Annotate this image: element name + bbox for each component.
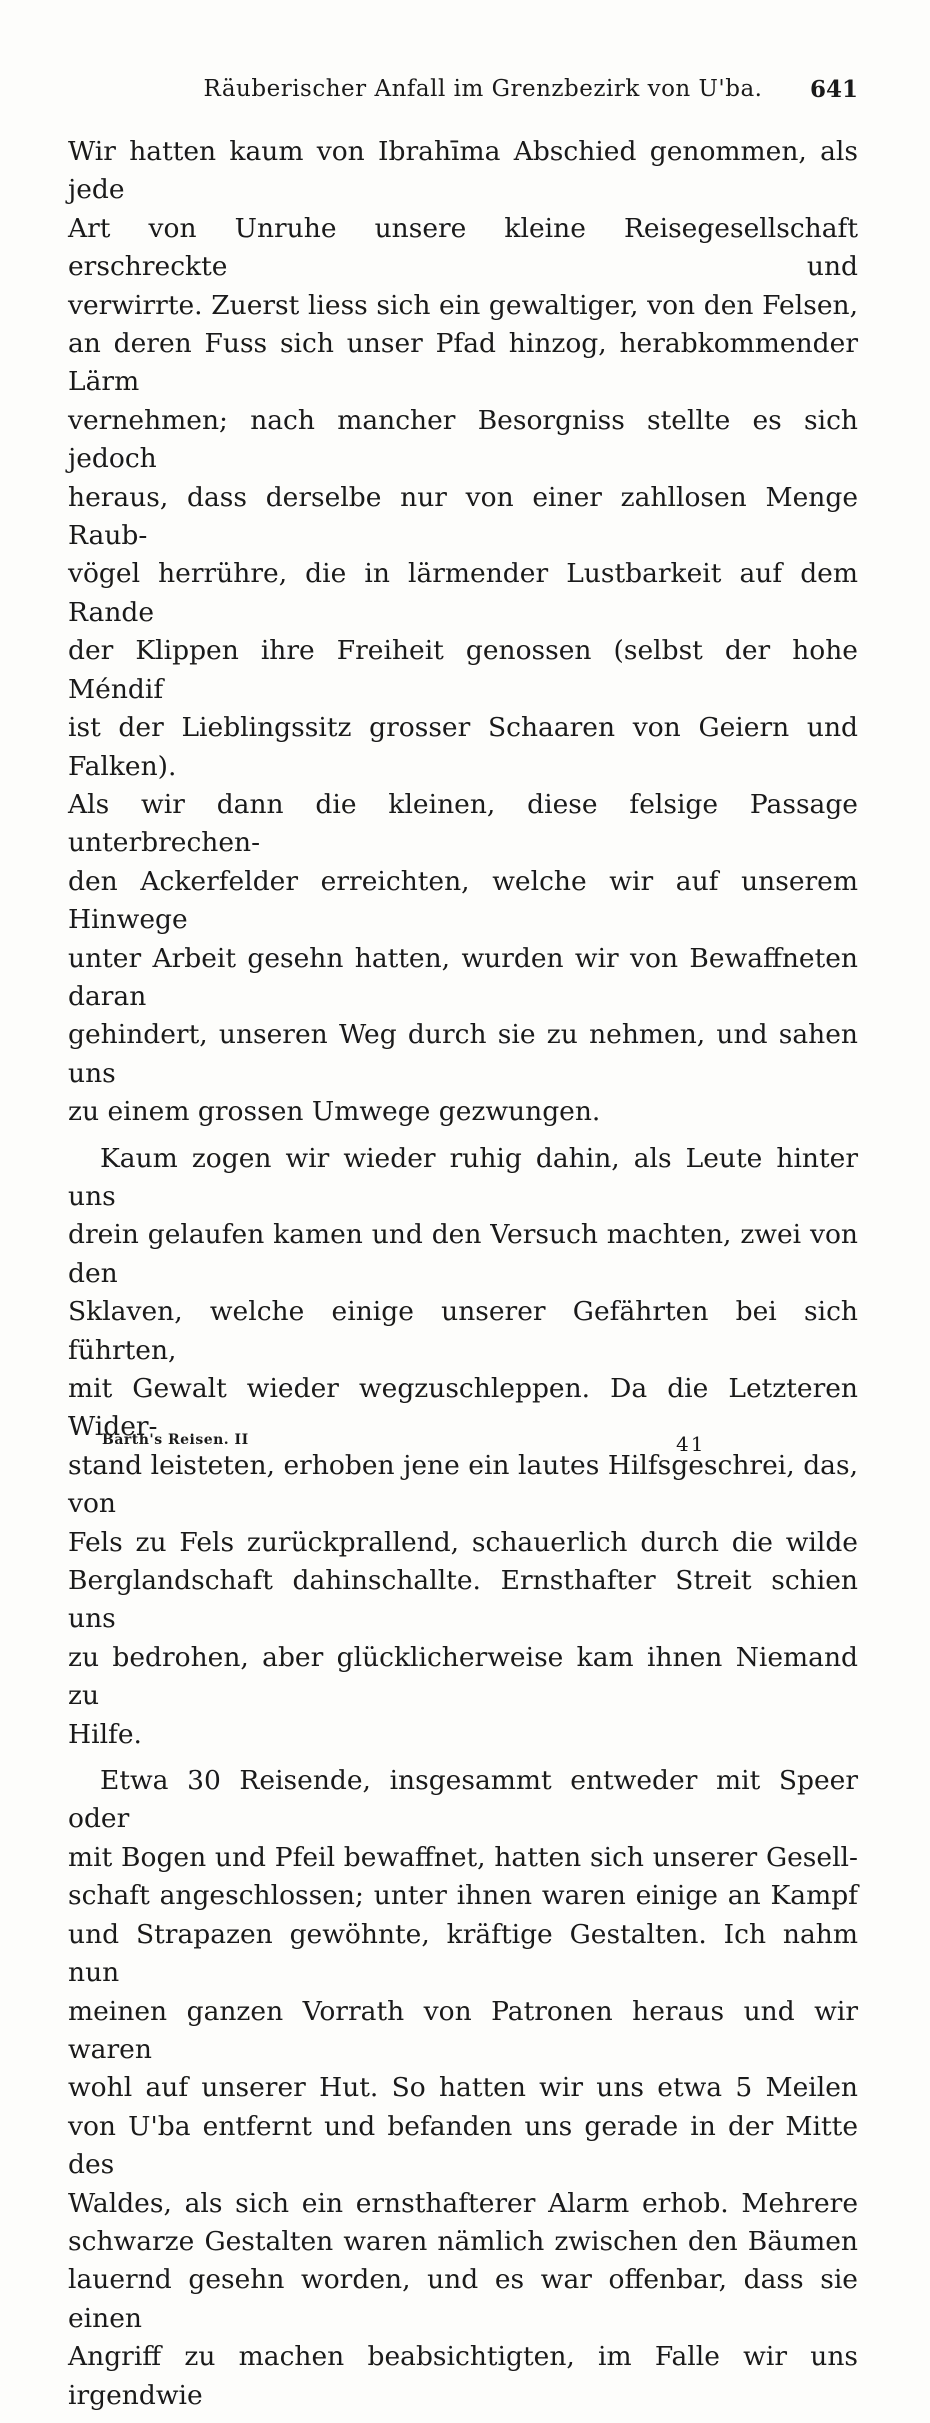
text-line: zu bedrohen, aber glücklicherweise kam ihnen Niemand zu <box>68 1641 858 1712</box>
text-line: mit Bogen und Pfeil bewaffnet, hatten sich unserer Gesell- <box>68 1841 858 1873</box>
text-line: von U'ba entfernt und befanden uns gerade in der Mitte des <box>68 2110 858 2181</box>
text-line: der Klippen ihre Freiheit genossen (selbst der hohe Méndif <box>68 635 858 705</box>
sheet-number: 41 <box>676 1432 706 1456</box>
text-line: verwirrte. Zuerst liess sich ein gewaltiger, von den Felsen, <box>68 289 858 321</box>
text-line: vögel herrühre, die in lärmender Lustbarkeit auf dem Rande <box>68 558 858 628</box>
text-line: Kaum zogen wir wieder ruhig dahin, als Leute hinter uns <box>68 1142 858 1212</box>
text-line: gehindert, unseren Weg durch sie zu nehmen, und sahen uns <box>68 1019 858 1089</box>
text-line: Angriff zu machen beabsichtigten, im Falle wir uns irgendwie <box>68 2341 858 2411</box>
text-line: unter Arbeit gesehn hatten, wurden wir von Bewaffneten daran <box>68 942 858 1012</box>
text-line: stand leisteten, erhoben jene ein lautes Hilfsgeschrei, das, von <box>68 1449 858 1520</box>
text-line: an deren Fuss sich unser Pfad hinzog, herabkommender Lärm <box>68 328 858 398</box>
text-line: vernehmen; nach mancher Besorgniss stellte es sich jedoch <box>68 404 858 475</box>
text-line: Sklaven, welche einige unserer Gefährten bei sich führten, <box>68 1296 858 1366</box>
text-line: Als wir dann die kleinen, diese felsige Passage unterbrechen- <box>68 788 858 859</box>
paragraph-3 <box>68 1762 858 2415</box>
body-text <box>68 133 858 2423</box>
text-line: ist der Lieblingssitz grosser Schaaren von Geiern und Falken). <box>68 712 858 782</box>
text-line: schaft angeschlossen; unter ihnen waren einige an Kampf <box>68 1880 858 1912</box>
text-line: Etwa 30 Reisende, insgesammt entweder mit Speer oder <box>68 1765 858 1835</box>
paragraph-1 <box>68 133 858 1132</box>
text-line: Hilfe. <box>68 1718 142 1750</box>
text-line: Fels zu Fels zurückprallend, schauerlich durch die wilde <box>68 1526 858 1558</box>
running-header <box>68 76 858 116</box>
text-line: den Ackerfelder erreichten, welche wir auf unserem Hinwege <box>68 865 858 936</box>
text-line: zu einem grossen Umwege gezwungen. <box>68 1096 601 1128</box>
text-line: wohl auf unserer Hut. So hatten wir uns etwa 5 Meilen <box>68 2072 858 2104</box>
text-line: meinen ganzen Vorrath von Patronen heraus und wir waren <box>68 1995 858 2065</box>
text-line: schwarze Gestalten waren nämlich zwischen den Bäumen <box>68 2225 858 2257</box>
printer-signature: Barth's Reisen. II <box>102 1432 249 1448</box>
text-line: Berglandschaft dahinschallte. Ernsthafter Streit schien uns <box>68 1565 858 1635</box>
text-line: Wir hatten kaum von Ibrahīma Abschied genommen, als jede <box>68 136 858 206</box>
page-footer <box>102 1432 802 1462</box>
text-line: und Strapazen gewöhnte, kräftige Gestalten. Ich nahm nun <box>68 1918 858 1989</box>
page-number: 641 <box>809 76 858 103</box>
text-line: lauernd gesehn worden, und es war offenbar, dass sie einen <box>68 2264 858 2334</box>
text-line: drein gelaufen kamen und den Versuch machten, zwei von den <box>68 1219 858 1289</box>
text-line: mit Gewalt wieder wegzuschleppen. Da die Letzteren Wider- <box>68 1373 858 1443</box>
text-line: Art von Unruhe unsere kleine Reisegesellschaft erschreckte und <box>68 212 858 283</box>
running-title: Räuberischer Anfall im Grenzbezirk von U'ba. <box>203 76 763 102</box>
text-line: Waldes, als sich ein ernsthafterer Alarm erhob. Mehrere <box>68 2187 858 2219</box>
text-line: heraus, dass derselbe nur von einer zahllosen Menge Raub- <box>68 481 858 552</box>
